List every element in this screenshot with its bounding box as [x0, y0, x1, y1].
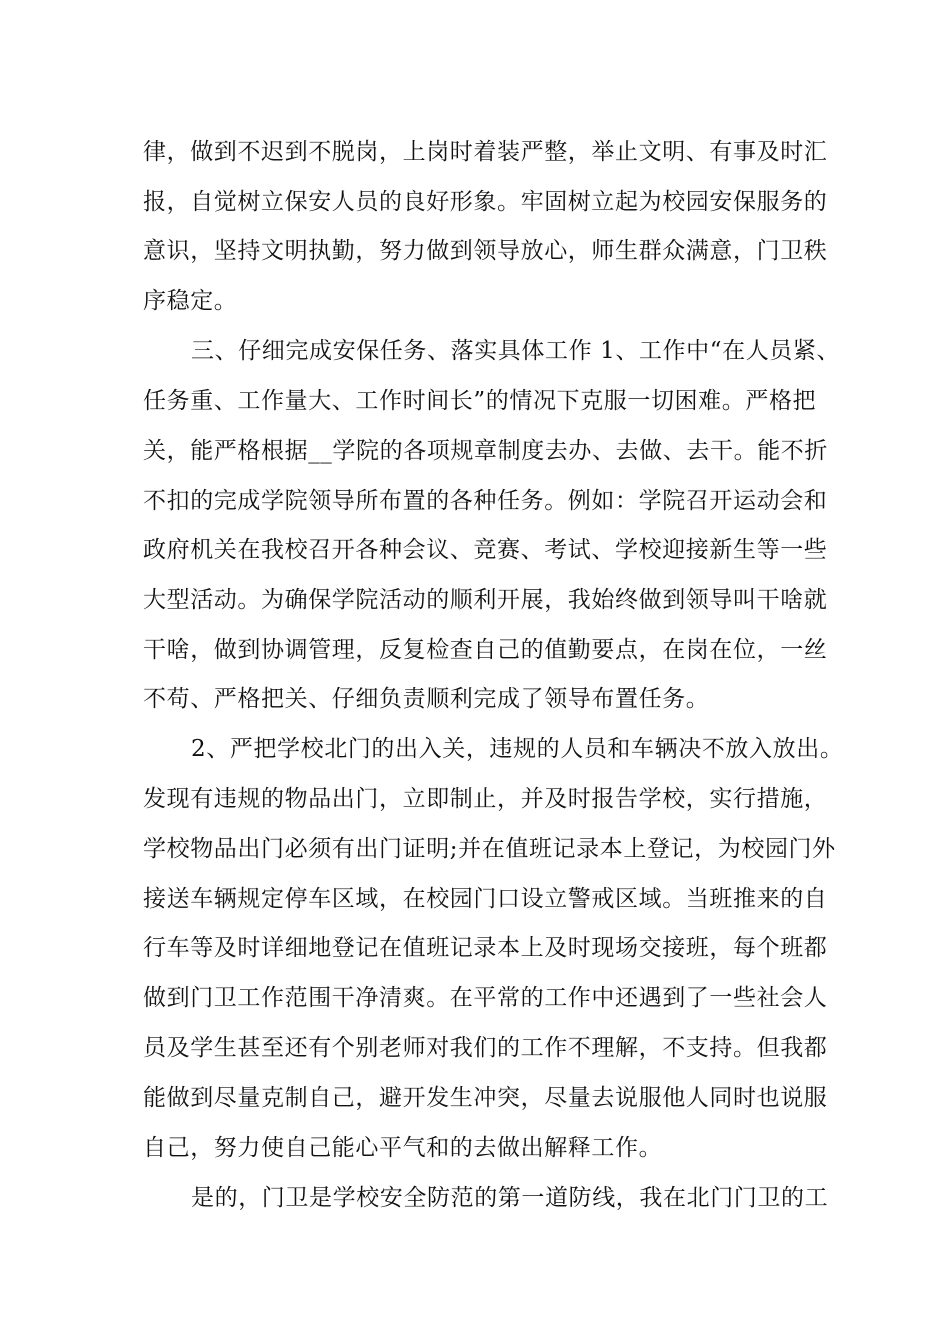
- text-line: 律，做到不迟到不脱岗，上岗时着装严整，举止文明、有事及时汇: [143, 139, 828, 165]
- text-line: 干啥，做到协调管理，反复检查自己的值勤要点，在岗在位，一丝: [143, 637, 828, 663]
- text-line: 报，自觉树立保安人员的良好形象。牢固树立起为校园安保服务的: [143, 189, 828, 215]
- text-line: 2、严把学校北门的出入关，违规的人员和车辆决不放入放出。: [191, 736, 844, 762]
- text-line: 大型活动。为确保学院活动的顺利开展，我始终做到领导叫干啥就: [143, 587, 828, 613]
- text-line: 政府机关在我校召开各种会议、竞赛、考试、学校迎接新生等一些: [143, 537, 828, 563]
- text-line: 不苟、严格把关、仔细负责顺利完成了领导布置任务。: [143, 686, 710, 712]
- text-line: 能做到尽量克制自己，避开发生冲突，尽量去说服他人同时也说服: [143, 1085, 828, 1111]
- text-line: 员及学生甚至还有个别老师对我们的工作不理解，不支持。但我都: [143, 1035, 828, 1061]
- text-line: 接送车辆规定停车区域，在校园门口设立警戒区域。当班推来的自: [143, 886, 828, 912]
- text-line: 行车等及时详细地登记在值班记录本上及时现场交接班，每个班都: [143, 935, 828, 961]
- text-line: 关，能严格根据__学院的各项规章制度去办、去做、去干。能不折: [143, 438, 828, 464]
- text-line: 做到门卫工作范围干净清爽。在平常的工作中还遇到了一些社会人: [143, 985, 828, 1011]
- text-line: 三、仔细完成安保任务、落实具体工作 1、工作中“在人员紧、: [191, 338, 841, 364]
- text-line: 意识，坚持文明执勤，努力做到领导放心，师生群众满意，门卫秩: [143, 238, 828, 264]
- text-line: 发现有违规的物品出门，立即制止，并及时报告学校，实行措施，: [143, 786, 828, 812]
- text-line: 不扣的完成学院领导所布置的各种任务。例如：学院召开运动会和: [143, 488, 828, 514]
- text-line: 学校物品出门必须有出门证明;并在值班记录本上登记，为校园门外: [143, 836, 836, 862]
- text-line: 序稳定。: [143, 288, 238, 314]
- text-line: 自己，努力使自己能心平气和的去做出解释工作。: [143, 1135, 663, 1161]
- text-line: 是的，门卫是学校安全防范的第一道防线，我在北门门卫的工: [191, 1185, 829, 1211]
- text-line: 任务重、工作量大、工作时间长”的情况下克服一切困难。严格把: [143, 388, 817, 414]
